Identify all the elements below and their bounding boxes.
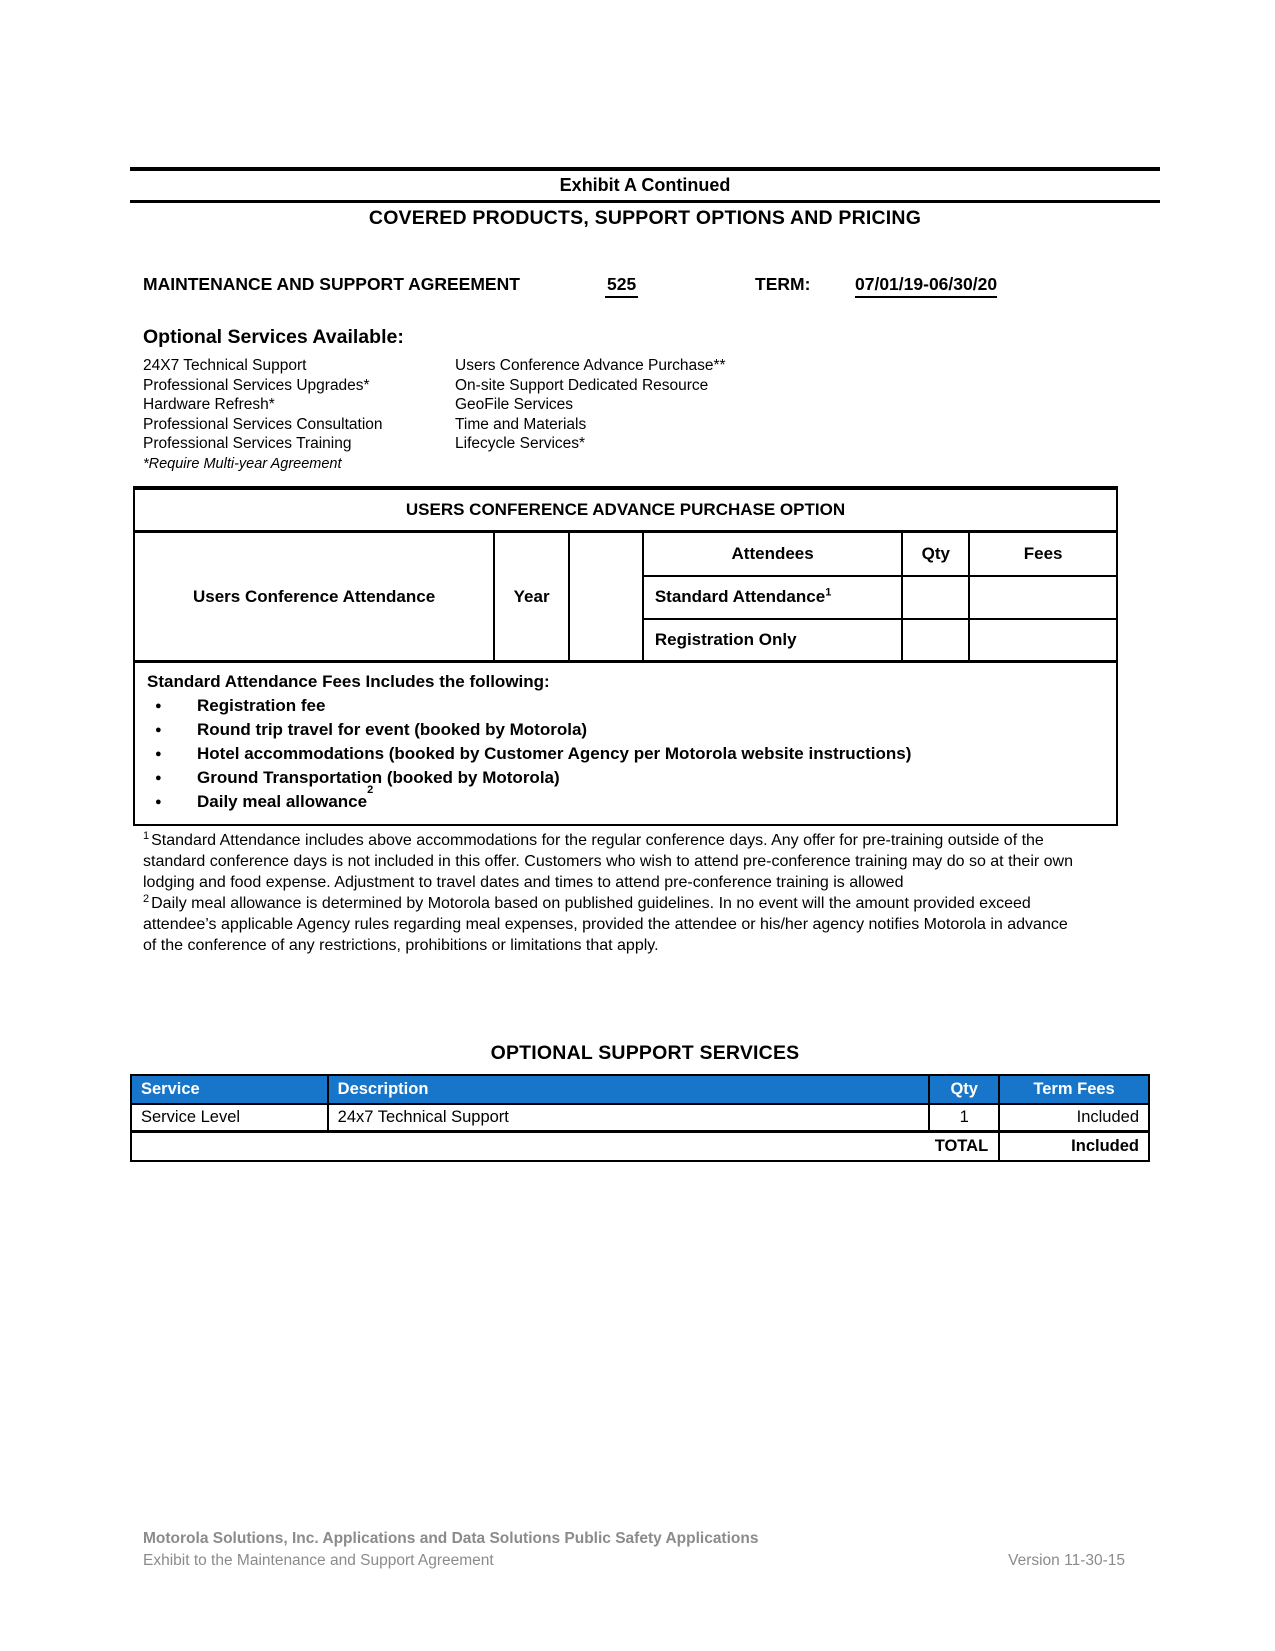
footnote-1-marker: 1 bbox=[143, 829, 150, 842]
registration-only-qty-cell bbox=[902, 619, 969, 662]
footer-exhibit-text: Exhibit to the Maintenance and Support Agreement bbox=[143, 1552, 494, 1569]
list-item bbox=[147, 766, 1106, 790]
table-header-row bbox=[131, 1075, 1149, 1104]
term-fees-column-header: Term Fees bbox=[999, 1075, 1149, 1104]
footnote-1-text: Standard Attendance includes above accommodations for the regular conference days. Any offer for pre-training outside of the standard conference days is not included in this offer. Customers who wish to attend pre-conference training may do so at their own lodging and food expense. Adjustment to travel dates and times to attend pre-conference training is allowed bbox=[143, 832, 1073, 891]
agreement-label: MAINTENANCE AND SUPPORT AGREEMENT bbox=[143, 274, 520, 294]
table-header-row bbox=[134, 532, 1117, 576]
footnote-ref-2: 2 bbox=[367, 784, 374, 796]
list-item bbox=[147, 742, 1106, 766]
footnote-2 bbox=[143, 893, 1082, 956]
fees-includes-heading: Standard Attendance Fees Includes the following: bbox=[147, 672, 550, 691]
service-item: Hardware Refresh* bbox=[143, 396, 275, 413]
list-item bbox=[147, 718, 1106, 742]
list-item-text: ● Daily meal allowance bbox=[197, 792, 368, 811]
page-title: COVERED PRODUCTS, SUPPORT OPTIONS AND PRICING bbox=[368, 207, 922, 229]
support-services-title: OPTIONAL SUPPORT SERVICES bbox=[490, 1042, 800, 1064]
service-cell: Service Level bbox=[131, 1104, 328, 1131]
fees-includes-row bbox=[134, 662, 1117, 826]
service-item: Users Conference Advance Purchase** bbox=[455, 357, 726, 374]
table-title-row bbox=[134, 488, 1117, 532]
total-value: Included bbox=[999, 1131, 1149, 1161]
footnote-2-marker: 2 bbox=[143, 892, 150, 905]
page-footer bbox=[143, 1528, 1125, 1572]
total-row bbox=[131, 1131, 1149, 1161]
fees-includes-section bbox=[134, 662, 1117, 826]
page-content bbox=[130, 0, 1160, 1162]
optional-services-columns bbox=[143, 356, 1160, 454]
term-fees-cell: Included bbox=[999, 1104, 1149, 1131]
exhibit-title: Exhibit A Continued bbox=[559, 175, 731, 195]
table-row bbox=[131, 1104, 1149, 1131]
service-item: GeoFile Services bbox=[455, 396, 574, 413]
optional-services-left-column bbox=[143, 356, 455, 454]
agreement-row bbox=[130, 274, 1160, 300]
conference-attendance-cell: Users Conference Attendance bbox=[134, 532, 494, 662]
service-item: Professional Services Upgrades* bbox=[143, 376, 370, 394]
standard-attendance-fees-cell bbox=[969, 576, 1117, 619]
registration-only-fees-cell bbox=[969, 619, 1117, 662]
conference-table-title: USERS CONFERENCE ADVANCE PURCHASE OPTION bbox=[134, 488, 1117, 532]
footer-version: Version 11-30-15 bbox=[1008, 1552, 1125, 1569]
description-column-header: Description bbox=[328, 1075, 930, 1104]
service-item: Time and Materials bbox=[455, 415, 587, 433]
description-cell: 24x7 Technical Support bbox=[328, 1104, 930, 1131]
service-item: Professional Services Training bbox=[143, 435, 352, 452]
qty-column-header: Qty bbox=[929, 1075, 999, 1104]
registration-only-label: Registration Only bbox=[643, 619, 903, 662]
year-cell: Year bbox=[494, 532, 569, 662]
list-item bbox=[147, 694, 1106, 718]
service-item: 24X7 Technical Support bbox=[143, 357, 307, 374]
list-item-text: ● Registration fee bbox=[197, 696, 326, 715]
optional-services-right-column bbox=[455, 356, 726, 454]
list-item bbox=[147, 784, 1106, 814]
users-conference-table bbox=[133, 486, 1118, 827]
standard-attendance-qty-cell bbox=[902, 576, 969, 619]
footer-company-line: Motorola Solutions, Inc. Applications and Data Solutions Public Safety Applications bbox=[143, 1530, 759, 1547]
standard-attendance-label bbox=[643, 576, 903, 619]
footer-second-line bbox=[143, 1550, 1125, 1572]
qty-header: Qty bbox=[902, 532, 969, 576]
agreement-number: 525 bbox=[605, 274, 638, 298]
attendees-header: Attendees bbox=[643, 532, 903, 576]
service-item: Lifecycle Services* bbox=[455, 435, 586, 452]
footnotes-section bbox=[130, 830, 1082, 956]
list-item-text: ● Round trip travel for event (booked by Motorola) bbox=[197, 720, 588, 739]
list-item-text: ● Hotel accommodations (booked by Customer Agency per Motorola website instructions) bbox=[197, 744, 912, 763]
year-value-cell bbox=[569, 532, 643, 662]
footnote-ref-1: 1 bbox=[825, 586, 832, 599]
optional-support-services-table bbox=[130, 1074, 1150, 1162]
qty-cell: 1 bbox=[929, 1104, 999, 1131]
footnote-1 bbox=[143, 830, 1082, 893]
fees-header: Fees bbox=[969, 532, 1117, 576]
service-item: Professional Services Consultation bbox=[143, 415, 383, 433]
service-item: On-site Support Dedicated Resource bbox=[455, 376, 709, 394]
service-column-header: Service bbox=[131, 1075, 328, 1104]
standard-attendance-text: Standard Attendance bbox=[654, 587, 826, 606]
term-value: 07/01/19-06/30/20 bbox=[855, 274, 997, 298]
total-label: TOTAL bbox=[131, 1131, 999, 1161]
multi-year-note: *Require Multi-year Agreement bbox=[143, 455, 342, 472]
optional-services-section bbox=[130, 326, 1160, 472]
footnote-2-text: Daily meal allowance is determined by Motorola based on published guidelines. In no event will the amount provided exceed attendee’s applicable Agency rules regarding meal expenses, provided the attendee or his/her agency notifies Motorola in advance of the conference of any restrictions, prohibitions or limitations that apply. bbox=[143, 895, 1068, 954]
term-label: TERM: bbox=[755, 274, 811, 294]
optional-services-heading: Optional Services Available: bbox=[143, 326, 404, 348]
list-item-text: ● Ground Transportation (booked by Motorola) bbox=[197, 768, 560, 787]
